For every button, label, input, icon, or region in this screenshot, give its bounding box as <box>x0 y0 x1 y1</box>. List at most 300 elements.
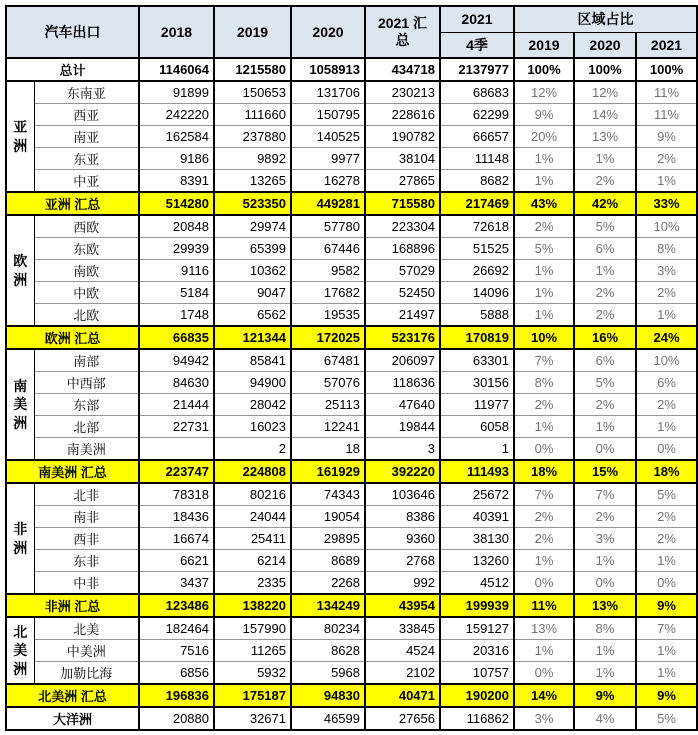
share-cell: 2% <box>636 528 697 550</box>
region-row <box>6 572 697 595</box>
region-row <box>6 506 697 528</box>
region-label: 中非 <box>34 572 139 595</box>
share-cell: 0% <box>636 572 697 595</box>
region-row <box>6 81 697 104</box>
share-cell: 9% <box>636 684 697 707</box>
value-cell: 21497 <box>365 304 440 327</box>
share-cell: 10% <box>636 349 697 372</box>
header-row-1 <box>6 6 697 32</box>
value-cell: 10362 <box>214 260 291 282</box>
value-cell: 237880 <box>214 126 291 148</box>
value-cell: 8682 <box>440 170 514 193</box>
share-cell: 8% <box>514 372 574 394</box>
value-cell: 94942 <box>139 349 214 372</box>
value-cell: 10757 <box>440 662 514 685</box>
share-cell: 1% <box>636 170 697 193</box>
value-cell: 47640 <box>365 394 440 416</box>
share-cell: 2% <box>636 394 697 416</box>
value-cell: 182464 <box>139 617 214 640</box>
value-cell: 434718 <box>365 58 440 81</box>
summary-label: 北美洲 汇总 <box>6 684 139 707</box>
value-cell: 74343 <box>291 483 365 506</box>
value-cell: 67481 <box>291 349 365 372</box>
value-cell: 20316 <box>440 640 514 662</box>
value-cell: 52450 <box>365 282 440 304</box>
region-row <box>6 170 697 193</box>
share-cell: 7% <box>636 617 697 640</box>
value-cell: 206097 <box>365 349 440 372</box>
region-label: 西非 <box>34 528 139 550</box>
value-cell: 66835 <box>139 326 214 349</box>
value-cell: 51525 <box>440 238 514 260</box>
region-label: 南亚 <box>34 126 139 148</box>
region-row <box>6 304 697 327</box>
value-cell: 38130 <box>440 528 514 550</box>
share-cell: 5% <box>636 707 697 730</box>
region-label: 北美 <box>34 617 139 640</box>
value-cell: 30156 <box>440 372 514 394</box>
table-body <box>6 58 697 730</box>
value-cell: 523176 <box>365 326 440 349</box>
value-cell: 46599 <box>291 707 365 730</box>
value-cell: 140525 <box>291 126 365 148</box>
value-cell: 121344 <box>214 326 291 349</box>
share-cell: 11% <box>636 81 697 104</box>
value-cell: 172025 <box>291 326 365 349</box>
value-cell: 57780 <box>291 215 365 238</box>
region-row <box>6 104 697 126</box>
region-row <box>6 394 697 416</box>
share-cell: 6% <box>636 372 697 394</box>
value-cell: 103646 <box>365 483 440 506</box>
region-row <box>6 438 697 461</box>
share-cell: 6% <box>574 238 636 260</box>
header-cell-title: 汽车出口 <box>6 6 139 58</box>
value-cell: 16278 <box>291 170 365 193</box>
share-cell: 1% <box>636 416 697 438</box>
share-cell: 11% <box>636 104 697 126</box>
value-cell: 19054 <box>291 506 365 528</box>
region-label: 东亚 <box>34 148 139 170</box>
region-label: 北部 <box>34 416 139 438</box>
value-cell: 223747 <box>139 460 214 483</box>
share-cell: 0% <box>574 438 636 461</box>
value-cell: 9360 <box>365 528 440 550</box>
table-header <box>6 6 697 58</box>
share-cell: 8% <box>636 238 697 260</box>
header-cell-share-2019: 2019 <box>514 32 574 58</box>
header-cell-q4: 4季 <box>440 32 514 58</box>
value-cell: 2335 <box>214 572 291 595</box>
value-cell: 18436 <box>139 506 214 528</box>
value-cell: 25113 <box>291 394 365 416</box>
share-cell: 2% <box>636 148 697 170</box>
value-cell: 449281 <box>291 192 365 215</box>
header-cell-share-2020: 2020 <box>574 32 636 58</box>
region-row <box>6 282 697 304</box>
value-cell: 2768 <box>365 550 440 572</box>
share-cell: 1% <box>514 260 574 282</box>
share-cell: 5% <box>574 215 636 238</box>
continent-label: 欧洲 <box>6 215 34 326</box>
share-cell: 1% <box>636 662 697 685</box>
value-cell: 18 <box>291 438 365 461</box>
value-cell: 11148 <box>440 148 514 170</box>
value-cell: 19535 <box>291 304 365 327</box>
share-cell: 1% <box>514 282 574 304</box>
region-label: 东非 <box>34 550 139 572</box>
value-cell: 57076 <box>291 372 365 394</box>
share-cell: 12% <box>574 81 636 104</box>
value-cell: 9047 <box>214 282 291 304</box>
value-cell: 150653 <box>214 81 291 104</box>
value-cell: 32671 <box>214 707 291 730</box>
summary-label: 非洲 汇总 <box>6 594 139 617</box>
value-cell: 94900 <box>214 372 291 394</box>
value-cell: 9977 <box>291 148 365 170</box>
share-cell: 2% <box>636 282 697 304</box>
value-cell: 8386 <box>365 506 440 528</box>
value-cell: 1 <box>440 438 514 461</box>
share-cell: 1% <box>574 662 636 685</box>
value-cell: 65399 <box>214 238 291 260</box>
value-cell: 85841 <box>214 349 291 372</box>
auto-export-table <box>5 5 698 731</box>
value-cell: 26692 <box>440 260 514 282</box>
value-cell: 7516 <box>139 640 214 662</box>
value-cell: 72618 <box>440 215 514 238</box>
value-cell: 91899 <box>139 81 214 104</box>
share-cell: 18% <box>636 460 697 483</box>
value-cell: 8628 <box>291 640 365 662</box>
value-cell: 57029 <box>365 260 440 282</box>
value-cell: 38104 <box>365 148 440 170</box>
share-cell: 13% <box>574 594 636 617</box>
value-cell: 43954 <box>365 594 440 617</box>
value-cell: 21444 <box>139 394 214 416</box>
region-label: 南欧 <box>34 260 139 282</box>
share-cell: 15% <box>574 460 636 483</box>
value-cell: 2 <box>214 438 291 461</box>
share-cell: 2% <box>514 528 574 550</box>
region-row <box>6 662 697 685</box>
region-row <box>6 640 697 662</box>
share-cell: 10% <box>636 215 697 238</box>
value-cell: 150795 <box>291 104 365 126</box>
share-cell: 13% <box>514 617 574 640</box>
oceania-label: 大洋洲 <box>6 707 139 730</box>
share-cell: 42% <box>574 192 636 215</box>
share-cell: 12% <box>514 81 574 104</box>
value-cell: 94830 <box>291 684 365 707</box>
value-cell: 22731 <box>139 416 214 438</box>
value-cell: 9582 <box>291 260 365 282</box>
share-cell: 0% <box>514 438 574 461</box>
value-cell: 9892 <box>214 148 291 170</box>
share-cell: 2% <box>514 506 574 528</box>
summary-row <box>6 326 697 349</box>
value-cell: 4524 <box>365 640 440 662</box>
value-cell: 168896 <box>365 238 440 260</box>
value-cell: 67446 <box>291 238 365 260</box>
share-cell: 3% <box>574 528 636 550</box>
value-cell: 6058 <box>440 416 514 438</box>
region-label: 北非 <box>34 483 139 506</box>
value-cell: 162584 <box>139 126 214 148</box>
region-row <box>6 617 697 640</box>
share-cell: 6% <box>574 349 636 372</box>
value-cell: 13265 <box>214 170 291 193</box>
region-row <box>6 148 697 170</box>
share-cell: 1% <box>514 550 574 572</box>
value-cell: 9186 <box>139 148 214 170</box>
value-cell: 29895 <box>291 528 365 550</box>
value-cell: 12241 <box>291 416 365 438</box>
value-cell: 228616 <box>365 104 440 126</box>
value-cell: 118636 <box>365 372 440 394</box>
header-cell-2021-total <box>365 6 440 58</box>
share-cell: 16% <box>574 326 636 349</box>
value-cell: 25672 <box>440 483 514 506</box>
share-cell: 2% <box>514 215 574 238</box>
total-row <box>6 58 697 81</box>
value-cell: 2268 <box>291 572 365 595</box>
value-cell: 196836 <box>139 684 214 707</box>
value-cell: 5932 <box>214 662 291 685</box>
value-cell: 13260 <box>440 550 514 572</box>
share-cell: 100% <box>636 58 697 81</box>
summary-row <box>6 192 697 215</box>
region-row <box>6 215 697 238</box>
region-label: 北欧 <box>34 304 139 327</box>
share-cell: 2% <box>574 394 636 416</box>
value-cell: 116862 <box>440 707 514 730</box>
share-cell: 0% <box>514 662 574 685</box>
share-cell: 0% <box>574 572 636 595</box>
value-cell: 29974 <box>214 215 291 238</box>
region-label: 东部 <box>34 394 139 416</box>
value-cell: 25411 <box>214 528 291 550</box>
share-cell: 100% <box>574 58 636 81</box>
region-row <box>6 126 697 148</box>
share-cell: 0% <box>636 438 697 461</box>
share-cell: 0% <box>514 572 574 595</box>
region-label: 中亚 <box>34 170 139 193</box>
region-label: 西亚 <box>34 104 139 126</box>
value-cell: 3437 <box>139 572 214 595</box>
value-cell: 2137977 <box>440 58 514 81</box>
share-cell: 8% <box>574 617 636 640</box>
share-cell: 7% <box>574 483 636 506</box>
value-cell: 5968 <box>291 662 365 685</box>
value-cell: 1146064 <box>139 58 214 81</box>
value-cell: 5184 <box>139 282 214 304</box>
value-cell: 992 <box>365 572 440 595</box>
value-cell: 715580 <box>365 192 440 215</box>
value-cell: 28042 <box>214 394 291 416</box>
header-cell-2021-q4-year: 2021 <box>440 6 514 32</box>
share-cell: 1% <box>514 416 574 438</box>
share-cell: 1% <box>574 640 636 662</box>
continent-label: 亚洲 <box>6 81 34 192</box>
value-cell: 111493 <box>440 460 514 483</box>
share-cell: 7% <box>514 349 574 372</box>
share-cell: 1% <box>514 148 574 170</box>
region-label: 南部 <box>34 349 139 372</box>
value-cell: 3 <box>365 438 440 461</box>
value-cell: 199939 <box>440 594 514 617</box>
value-cell: 111660 <box>214 104 291 126</box>
share-cell: 14% <box>514 684 574 707</box>
value-cell: 29939 <box>139 238 214 260</box>
value-cell: 6214 <box>214 550 291 572</box>
value-cell: 63301 <box>440 349 514 372</box>
share-cell: 43% <box>514 192 574 215</box>
value-cell: 16023 <box>214 416 291 438</box>
share-cell: 4% <box>574 707 636 730</box>
region-label: 东欧 <box>34 238 139 260</box>
share-cell: 9% <box>636 594 697 617</box>
value-cell: 190200 <box>440 684 514 707</box>
header-cell-2018: 2018 <box>139 6 214 58</box>
value-cell: 40391 <box>440 506 514 528</box>
value-cell: 392220 <box>365 460 440 483</box>
share-cell: 9% <box>574 684 636 707</box>
summary-label: 亚洲 汇总 <box>6 192 139 215</box>
region-row <box>6 550 697 572</box>
region-label: 加勒比海 <box>34 662 139 685</box>
share-cell: 1% <box>514 170 574 193</box>
share-cell: 13% <box>574 126 636 148</box>
value-cell: 223304 <box>365 215 440 238</box>
region-label: 南非 <box>34 506 139 528</box>
share-cell: 24% <box>636 326 697 349</box>
continent-label: 非洲 <box>6 483 34 594</box>
value-cell: 14096 <box>440 282 514 304</box>
share-cell: 5% <box>636 483 697 506</box>
value-cell: 80216 <box>214 483 291 506</box>
value-cell: 17682 <box>291 282 365 304</box>
summary-row <box>6 594 697 617</box>
region-row <box>6 238 697 260</box>
share-cell: 14% <box>574 104 636 126</box>
value-cell: 9116 <box>139 260 214 282</box>
value-cell: 8689 <box>291 550 365 572</box>
value-cell: 68683 <box>440 81 514 104</box>
value-cell: 80234 <box>291 617 365 640</box>
value-cell: 11265 <box>214 640 291 662</box>
value-cell: 134249 <box>291 594 365 617</box>
value-cell: 1058913 <box>291 58 365 81</box>
value-cell: 66657 <box>440 126 514 148</box>
share-cell: 1% <box>574 260 636 282</box>
value-cell: 242220 <box>139 104 214 126</box>
header-2021-total-line2: 总 <box>395 32 410 48</box>
share-cell: 18% <box>514 460 574 483</box>
value-cell: 2102 <box>365 662 440 685</box>
region-row <box>6 483 697 506</box>
value-cell: 1215580 <box>214 58 291 81</box>
value-cell: 175187 <box>214 684 291 707</box>
summary-label: 南美洲 汇总 <box>6 460 139 483</box>
summary-label: 欧洲 汇总 <box>6 326 139 349</box>
share-cell: 1% <box>514 640 574 662</box>
value-cell <box>139 438 214 461</box>
value-cell: 523350 <box>214 192 291 215</box>
summary-row <box>6 684 697 707</box>
region-label: 中美洲 <box>34 640 139 662</box>
value-cell: 19844 <box>365 416 440 438</box>
value-cell: 1748 <box>139 304 214 327</box>
region-row <box>6 260 697 282</box>
value-cell: 131706 <box>291 81 365 104</box>
share-cell: 7% <box>514 483 574 506</box>
region-label: 南美洲 <box>34 438 139 461</box>
header-cell-2020: 2020 <box>291 6 365 58</box>
share-cell: 2% <box>514 394 574 416</box>
value-cell: 138220 <box>214 594 291 617</box>
header-2021-total-line1: 2021 汇 <box>377 14 428 31</box>
value-cell: 20880 <box>139 707 214 730</box>
share-cell: 2% <box>574 506 636 528</box>
share-cell: 1% <box>636 640 697 662</box>
share-cell: 33% <box>636 192 697 215</box>
region-row <box>6 528 697 550</box>
value-cell: 190782 <box>365 126 440 148</box>
share-cell: 1% <box>574 550 636 572</box>
header-cell-share-2021: 2021 <box>636 32 697 58</box>
share-cell: 2% <box>574 304 636 327</box>
value-cell: 16674 <box>139 528 214 550</box>
value-cell: 20848 <box>139 215 214 238</box>
share-cell: 20% <box>514 126 574 148</box>
continent-label: 北美洲 <box>6 617 34 684</box>
summary-row <box>6 460 697 483</box>
header-cell-region-share: 区域占比 <box>514 6 697 32</box>
value-cell: 84630 <box>139 372 214 394</box>
region-label: 中欧 <box>34 282 139 304</box>
value-cell: 6621 <box>139 550 214 572</box>
share-cell: 9% <box>514 104 574 126</box>
share-cell: 1% <box>514 304 574 327</box>
value-cell: 27656 <box>365 707 440 730</box>
value-cell: 62299 <box>440 104 514 126</box>
value-cell: 123486 <box>139 594 214 617</box>
region-row <box>6 372 697 394</box>
share-cell: 10% <box>514 326 574 349</box>
header-cell-2019: 2019 <box>214 6 291 58</box>
share-cell: 1% <box>636 304 697 327</box>
share-cell: 2% <box>574 282 636 304</box>
value-cell: 217469 <box>440 192 514 215</box>
region-row <box>6 349 697 372</box>
share-cell: 1% <box>574 416 636 438</box>
share-cell: 3% <box>514 707 574 730</box>
value-cell: 161929 <box>291 460 365 483</box>
share-cell: 100% <box>514 58 574 81</box>
share-cell: 2% <box>636 506 697 528</box>
continent-label: 南美洲 <box>6 349 34 460</box>
share-cell: 2% <box>574 170 636 193</box>
region-label: 中西部 <box>34 372 139 394</box>
region-label: 东南亚 <box>34 81 139 104</box>
value-cell: 40471 <box>365 684 440 707</box>
value-cell: 4512 <box>440 572 514 595</box>
share-cell: 1% <box>574 148 636 170</box>
region-label: 西欧 <box>34 215 139 238</box>
share-cell: 1% <box>636 550 697 572</box>
region-row <box>6 416 697 438</box>
